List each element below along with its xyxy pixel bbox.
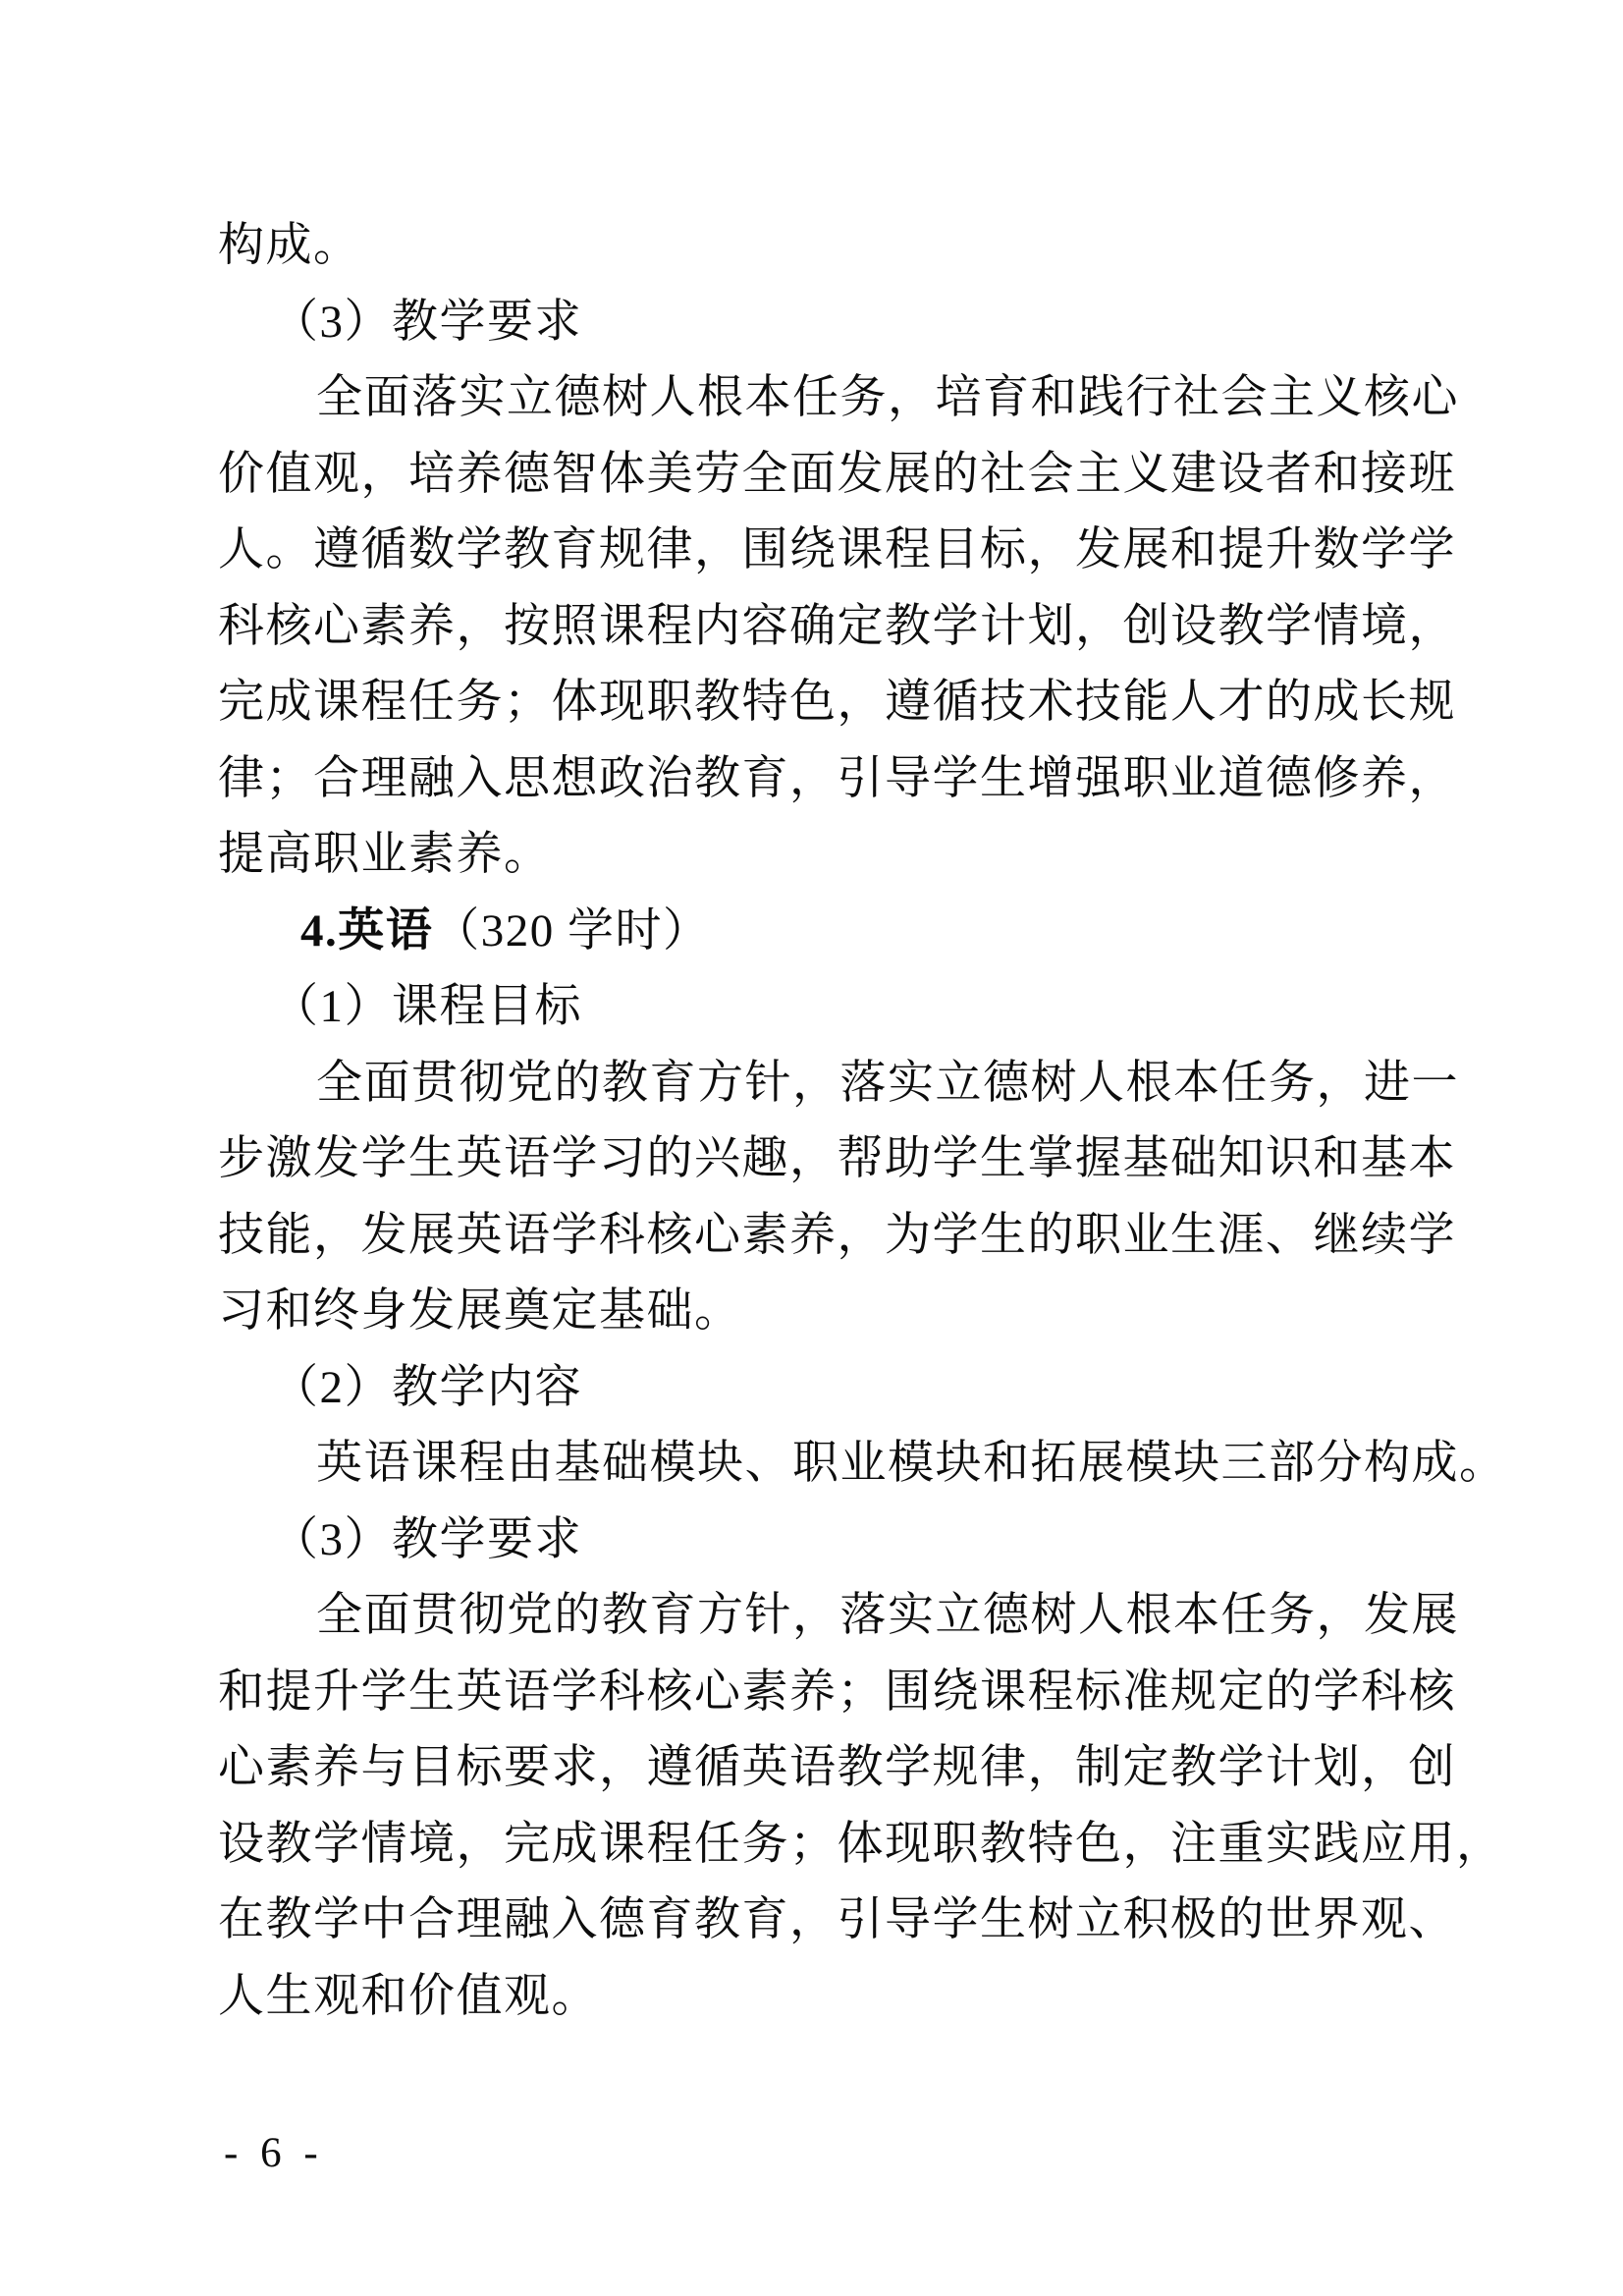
text-line: 在教学中合理融入德育教育，引导学生树立积极的世界观、 — [218, 1894, 1456, 1945]
text-line: 律；合理融入思想政治教育，引导学生增强职业道德修养， — [218, 752, 1456, 804]
text-line: 人生观和价值观。 — [218, 1970, 599, 2022]
text-line: 全面贯彻党的教育方针，落实立德树人根本任务，发展 — [316, 1590, 1459, 1641]
text-line: （1）课程目标 — [272, 981, 582, 1032]
text-line: 提高职业素养。 — [218, 829, 552, 880]
text-line: 和提升学生英语学科核心素养；围绕课程标准规定的学科核 — [218, 1666, 1456, 1718]
text-line: 构成。 — [218, 220, 361, 271]
text-line: 人。遵循数学教育规律，围绕课程目标，发展和提升数学学 — [218, 524, 1456, 575]
heading-bold-text: 4.英语 — [300, 904, 434, 957]
heading-normal-text: （320 学时） — [433, 904, 711, 957]
text-line: （3）教学要求 — [272, 1513, 582, 1565]
text-line: 全面贯彻党的教育方针，落实立德树人根本任务，进一 — [316, 1057, 1459, 1109]
text-line: 全面落实立德树人根本任务，培育和践行社会主义核心 — [316, 372, 1459, 423]
page-number: - 6 - — [224, 2130, 324, 2176]
text-line: 科核心素养，按照课程内容确定教学计划，创设教学情境， — [218, 600, 1456, 652]
text-line: 设教学情境，完成课程任务；体现职教特色，注重实践应用， — [218, 1818, 1504, 1870]
text-line: （3）教学要求 — [272, 296, 582, 348]
text-line: 英语课程由基础模块、职业模块和拓展模块三部分构成。 — [316, 1438, 1507, 1489]
text-line: （2）教学内容 — [272, 1361, 582, 1413]
text-line: 步激发学生英语学习的兴趣，帮助学生掌握基础知识和基本 — [218, 1133, 1456, 1184]
text-line: 心素养与目标要求，遵循英语教学规律，制定教学计划，创 — [218, 1742, 1456, 1793]
document-body — [218, 208, 1514, 2035]
text-line: 价值观，培养德智体美劳全面发展的社会主义建设者和接班 — [218, 448, 1456, 500]
text-line — [218, 894, 1514, 970]
text-line: 完成课程任务；体现职教特色，遵循技术技能人才的成长规 — [218, 677, 1456, 728]
text-line: 技能，发展英语学科核心素养，为学生的职业生涯、继续学 — [218, 1209, 1456, 1261]
text-line: 习和终身发展奠定基础。 — [218, 1285, 742, 1337]
